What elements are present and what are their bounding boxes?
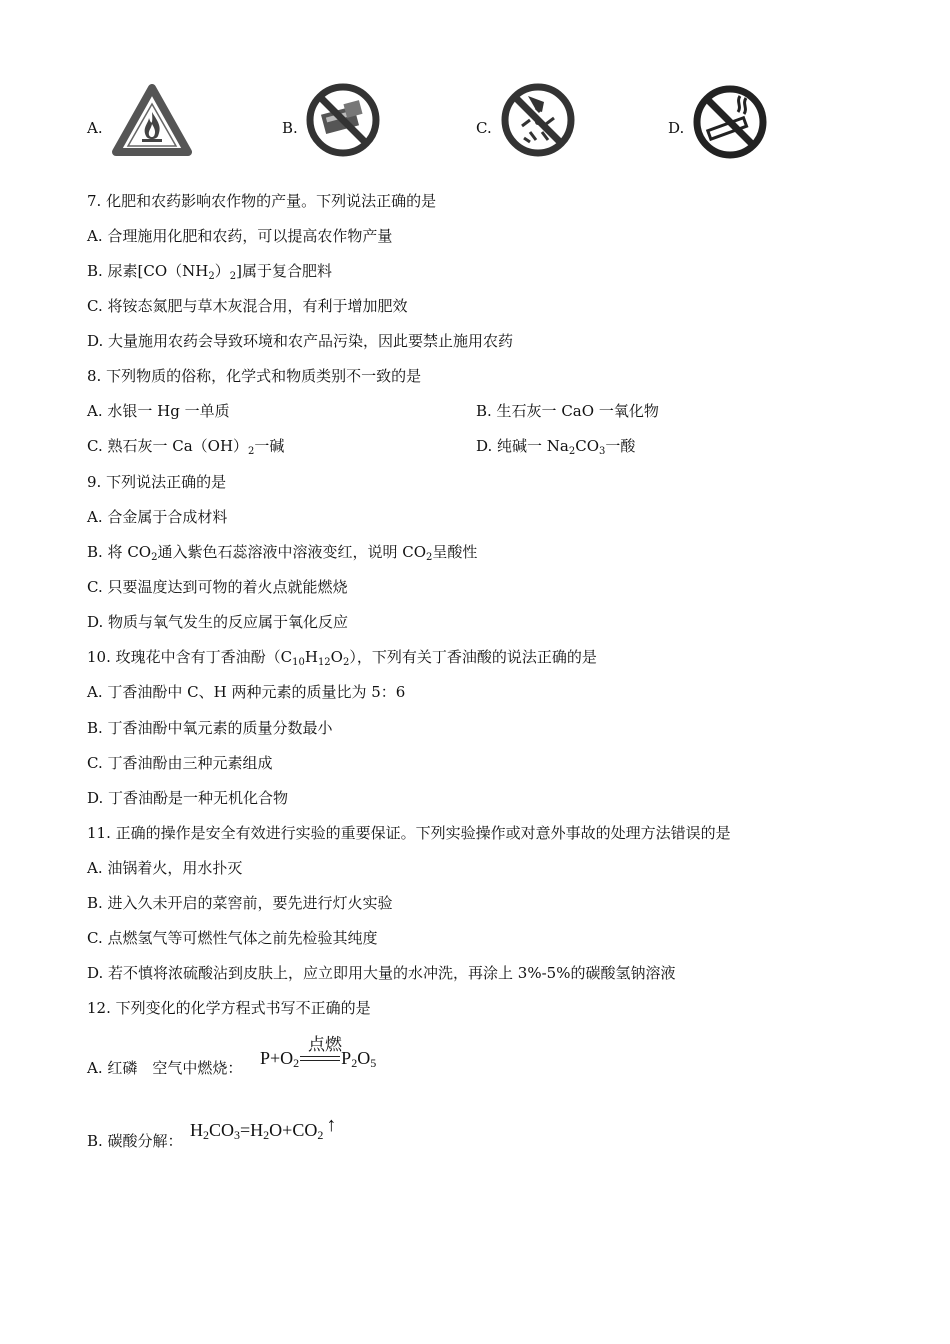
- no-fireworks-icon: [500, 82, 576, 158]
- q12-stem: 12. 下列变化的化学方程式书写不正确的是: [87, 999, 371, 1017]
- q10-option-a: A. 丁香油酚中 C、H 两种元素的质量比为 5：6: [87, 683, 406, 701]
- q10-option-d: D. 丁香油酚是一种无机化合物: [87, 789, 289, 807]
- q12-a-condition: 点燃: [308, 1035, 342, 1055]
- q9-option-d: D. 物质与氧气发生的反应属于氧化反应: [87, 613, 349, 631]
- q9-option-c: C. 只要温度达到可物的着火点就能燃烧: [87, 578, 348, 596]
- q12-option-a-equation: $P+O_2$ $P_2O_5$: [260, 1048, 377, 1070]
- q11-option-a: A. 油锅着火，用水扑灭: [87, 859, 243, 877]
- q10-option-b: B. 丁香油酚中氧元素的质量分数最小: [87, 719, 333, 737]
- sign-c-letter: C.: [476, 119, 492, 137]
- q11-option-d: D. 若不慎将浓硫酸沾到皮肤上，应立即用大量的水冲洗，再涂上 3%-5%的碳酸氢钠溶液: [87, 964, 676, 982]
- q7-option-d: D. 大量施用农药会导致环境和农产品污染，因此要禁止施用农药: [87, 332, 514, 350]
- q11-option-b: B. 进入久未开启的菜窖前，要先进行灯火实验: [87, 894, 393, 912]
- sign-b-letter: B.: [282, 119, 298, 137]
- q10-stem: 10. 玫瑰花中含有丁香油酚$(C_{10}H_{12}O_2)$，下列有关丁香油酸的说法正确的是: [87, 648, 597, 668]
- q7-option-b: B. 尿素$[CO(NH_2)_2]$属于复合肥料: [87, 262, 333, 282]
- q8-stem: 8. 下列物质的俗称，化学式和物质类别不一致的是: [87, 367, 422, 385]
- q12-option-a-label: A. 红磷 空气中燃烧：: [87, 1059, 243, 1077]
- q9-option-a: A. 合金属于合成材料: [87, 508, 228, 526]
- q7-option-a: A. 合理施用化肥和农药，可以提高农作物产量: [87, 227, 393, 245]
- q8-option-c: C. 熟石灰一 $Ca(OH)_2$一碱: [87, 437, 285, 457]
- q12-option-b-label: B. 碳酸分解：: [87, 1132, 183, 1150]
- sign-a-letter: A.: [87, 119, 103, 137]
- no-smoking-icon: [692, 84, 768, 160]
- q11-option-c: C. 点燃氢气等可燃性气体之前先检验其纯度: [87, 929, 378, 947]
- q9-option-b: B. 将 $CO_2$通入紫色石蕊溶液中溶液变红，说明 $CO_2$呈酸性: [87, 543, 478, 563]
- flammable-warning-icon: [112, 84, 192, 156]
- q12-option-b-equation: $H_2CO_3=H_2O+CO_2$ ↑: [190, 1114, 337, 1142]
- no-matches-icon: [305, 82, 381, 158]
- q10-option-c: C. 丁香油酚由三种元素组成: [87, 754, 273, 772]
- q11-stem: 11. 正确的操作是安全有效进行实验的重要保证。下列实验操作或对意外事故的处理方法错误的是: [87, 824, 731, 842]
- q7-option-c: C. 将铵态氮肥与草木灰混合用，有利于增加肥效: [87, 297, 408, 315]
- sign-d-letter: D.: [668, 119, 685, 137]
- q8-option-b: B. 生石灰一 CaO 一氧化物: [476, 402, 659, 420]
- q7-stem: 7. 化肥和农药影响农作物的产量。下列说法正确的是: [87, 192, 437, 210]
- q9-stem: 9. 下列说法正确的是: [87, 473, 227, 491]
- q8-option-a: A. 水银一 Hg 一单质: [87, 402, 230, 420]
- gas-arrow-icon: ↑: [326, 1114, 337, 1136]
- q8-option-d: D. 纯碱一 $Na_2CO_3$一酸: [476, 437, 636, 457]
